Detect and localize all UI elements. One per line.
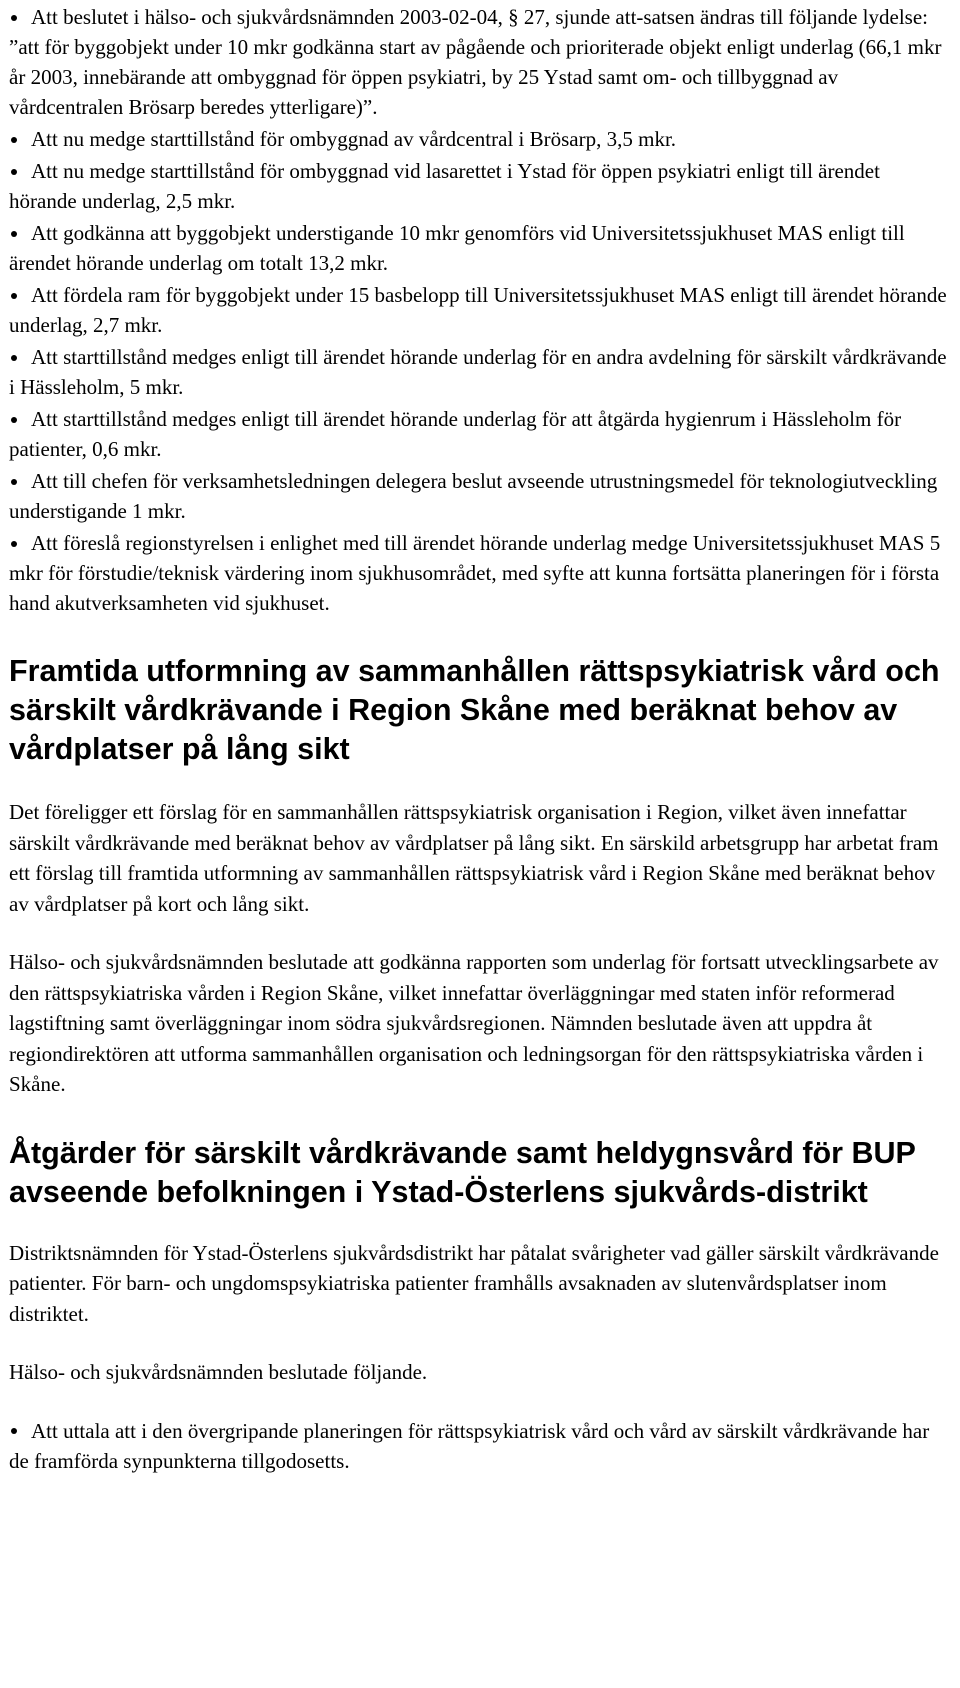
- bullet-icon: [11, 15, 17, 21]
- list-item: [9, 1416, 952, 1476]
- section-heading: Framtida utformning av sammanhållen rättspsykiatrisk vård och särskilt vårdkrävande i Region Skåne med beräknat behov av vårdplatser på lång sikt: [9, 654, 940, 766]
- list-item: [9, 156, 952, 216]
- bullet-icon: [11, 231, 17, 237]
- list-item: [9, 124, 952, 154]
- paragraph: Distriktsnämnden för Ystad-Österlens sjukvårdsdistrikt har påtalat svårigheter vad gäller särskilt vårdkrävande patienter. För barn- och ungdomspsykiatriska patienter framhålls avsaknaden av slutenvårdsplatser inom distriktet.: [9, 1240, 939, 1326]
- bullet-icon: [11, 293, 17, 299]
- bullet-icon: [11, 417, 17, 423]
- list-item: [9, 280, 952, 340]
- list-item-text: Att nu medge starttillstånd för ombyggnad vid lasarettet i Ystad för öppen psykiatri enligt till ärendet hörande underlag, 2,5 mkr.: [9, 159, 880, 213]
- decision-list-section: [9, 0, 952, 618]
- list-item-text: Att godkänna att byggobjekt understigande 10 mkr genomförs vid Universitetssjukhuset MAS enligt till ärendet hörande underlag om totalt 13,2 mkr.: [9, 221, 905, 275]
- section-heading: Åtgärder för särskilt vårdkrävande samt heldygnsvård för BUP avseende befolkningen i Ystad-Österlens sjukvårds-distrikt: [9, 1135, 916, 1209]
- list-item-text: Att starttillstånd medges enligt till ärendet hörande underlag för en andra avdelning för särskilt vårdkrävande i Hässleholm, 5 mkr.: [9, 345, 947, 399]
- bullet-icon: [11, 355, 17, 361]
- bullet-icon: [11, 1428, 17, 1434]
- bullet-icon: [11, 169, 17, 175]
- list-item-text: Att till chefen för verksamhetsledningen delegera beslut avseende utrustningsmedel för teknologiutveckling understigande 1 mkr.: [9, 469, 938, 523]
- decision-list: [9, 2, 952, 618]
- list-item-text: Att beslutet i hälso- och sjukvårdsnämnden 2003-02-04, § 27, sjunde att-satsen ändras till följande lydelse: ”att för byggobjekt under 10 mkr godkänna start av pågående och prioriterade objekt enligt underlag (66,1 mkr år 2003, innebärande att ombyggnad för öppen psykiatri, by 25 Ystad samt om- och tillbyggnad av vårdcentralen Brösarp beredes ytterligare)”.: [9, 5, 942, 119]
- list-item-text: Att fördela ram för byggobjekt under 15 basbelopp till Universitetssjukhuset MAS enligt till ärendet hörande underlag, 2,7 mkr.: [9, 283, 947, 337]
- list-item: [9, 218, 952, 278]
- bullet-icon: [11, 479, 17, 485]
- decision-list: [9, 1416, 952, 1476]
- bup-measures-section: [9, 1134, 952, 1476]
- paragraph: Hälso- och sjukvårdsnämnden beslutade följande.: [9, 1360, 428, 1384]
- forensic-psychiatry-section: [9, 652, 952, 1100]
- bullet-icon: [11, 541, 17, 547]
- list-item-text: Att starttillstånd medges enligt till ärendet hörande underlag för att åtgärda hygienrum i Hässleholm för patienter, 0,6 mkr.: [9, 407, 902, 461]
- list-item-text: Att uttala att i den övergripande planeringen för rättspsykiatrisk vård och vård av särskilt vårdkrävande har de framförda synpunkterna tillgodosetts.: [9, 1418, 930, 1473]
- list-item-text: Att föreslå regionstyrelsen i enlighet med till ärendet hörande underlag medge Universitetssjukhuset MAS 5 mkr för förstudie/teknisk värdering inom sjukhusområdet, med syfte att kunna fortsätta planeringen för i första hand akutverksamheten vid sjukhuset.: [9, 531, 941, 615]
- list-item: [9, 528, 952, 618]
- paragraph: Det föreligger ett förslag för en sammanhållen rättspsykiatrisk organisation i Region, vilket även innefattar särskilt vårdkrävande med beräknat behov av vårdplatser på lång sikt. En särskild arbetsgrupp har arbetat fram ett förslag till framtida utformning av sammanhållen rättspsykiatrisk vård i Region Skåne med beräknat behov av vårdplatser på kort och lång sikt.: [9, 800, 939, 916]
- list-item: [9, 2, 952, 122]
- list-item: [9, 404, 952, 464]
- list-item: [9, 466, 952, 526]
- paragraph: Hälso- och sjukvårdsnämnden beslutade att godkänna rapporten som underlag för fortsatt utvecklingsarbete av den rättspsykiatriska vården i Region Skåne, vilket innefattar överläggningar med staten inför reformerad lagstiftning samt överläggningar inom södra sjukvårdsregionen. Nämnden beslutade även att uppdra åt regiondirektören att utforma sammanhållen organisation och ledningsorgan för den rättspsykiatriska vården i Skåne.: [9, 950, 939, 1096]
- list-item-text: Att nu medge starttillstånd för ombyggnad av vårdcentral i Brösarp, 3,5 mkr.: [31, 127, 677, 151]
- bullet-icon: [11, 137, 17, 143]
- list-item: [9, 342, 952, 402]
